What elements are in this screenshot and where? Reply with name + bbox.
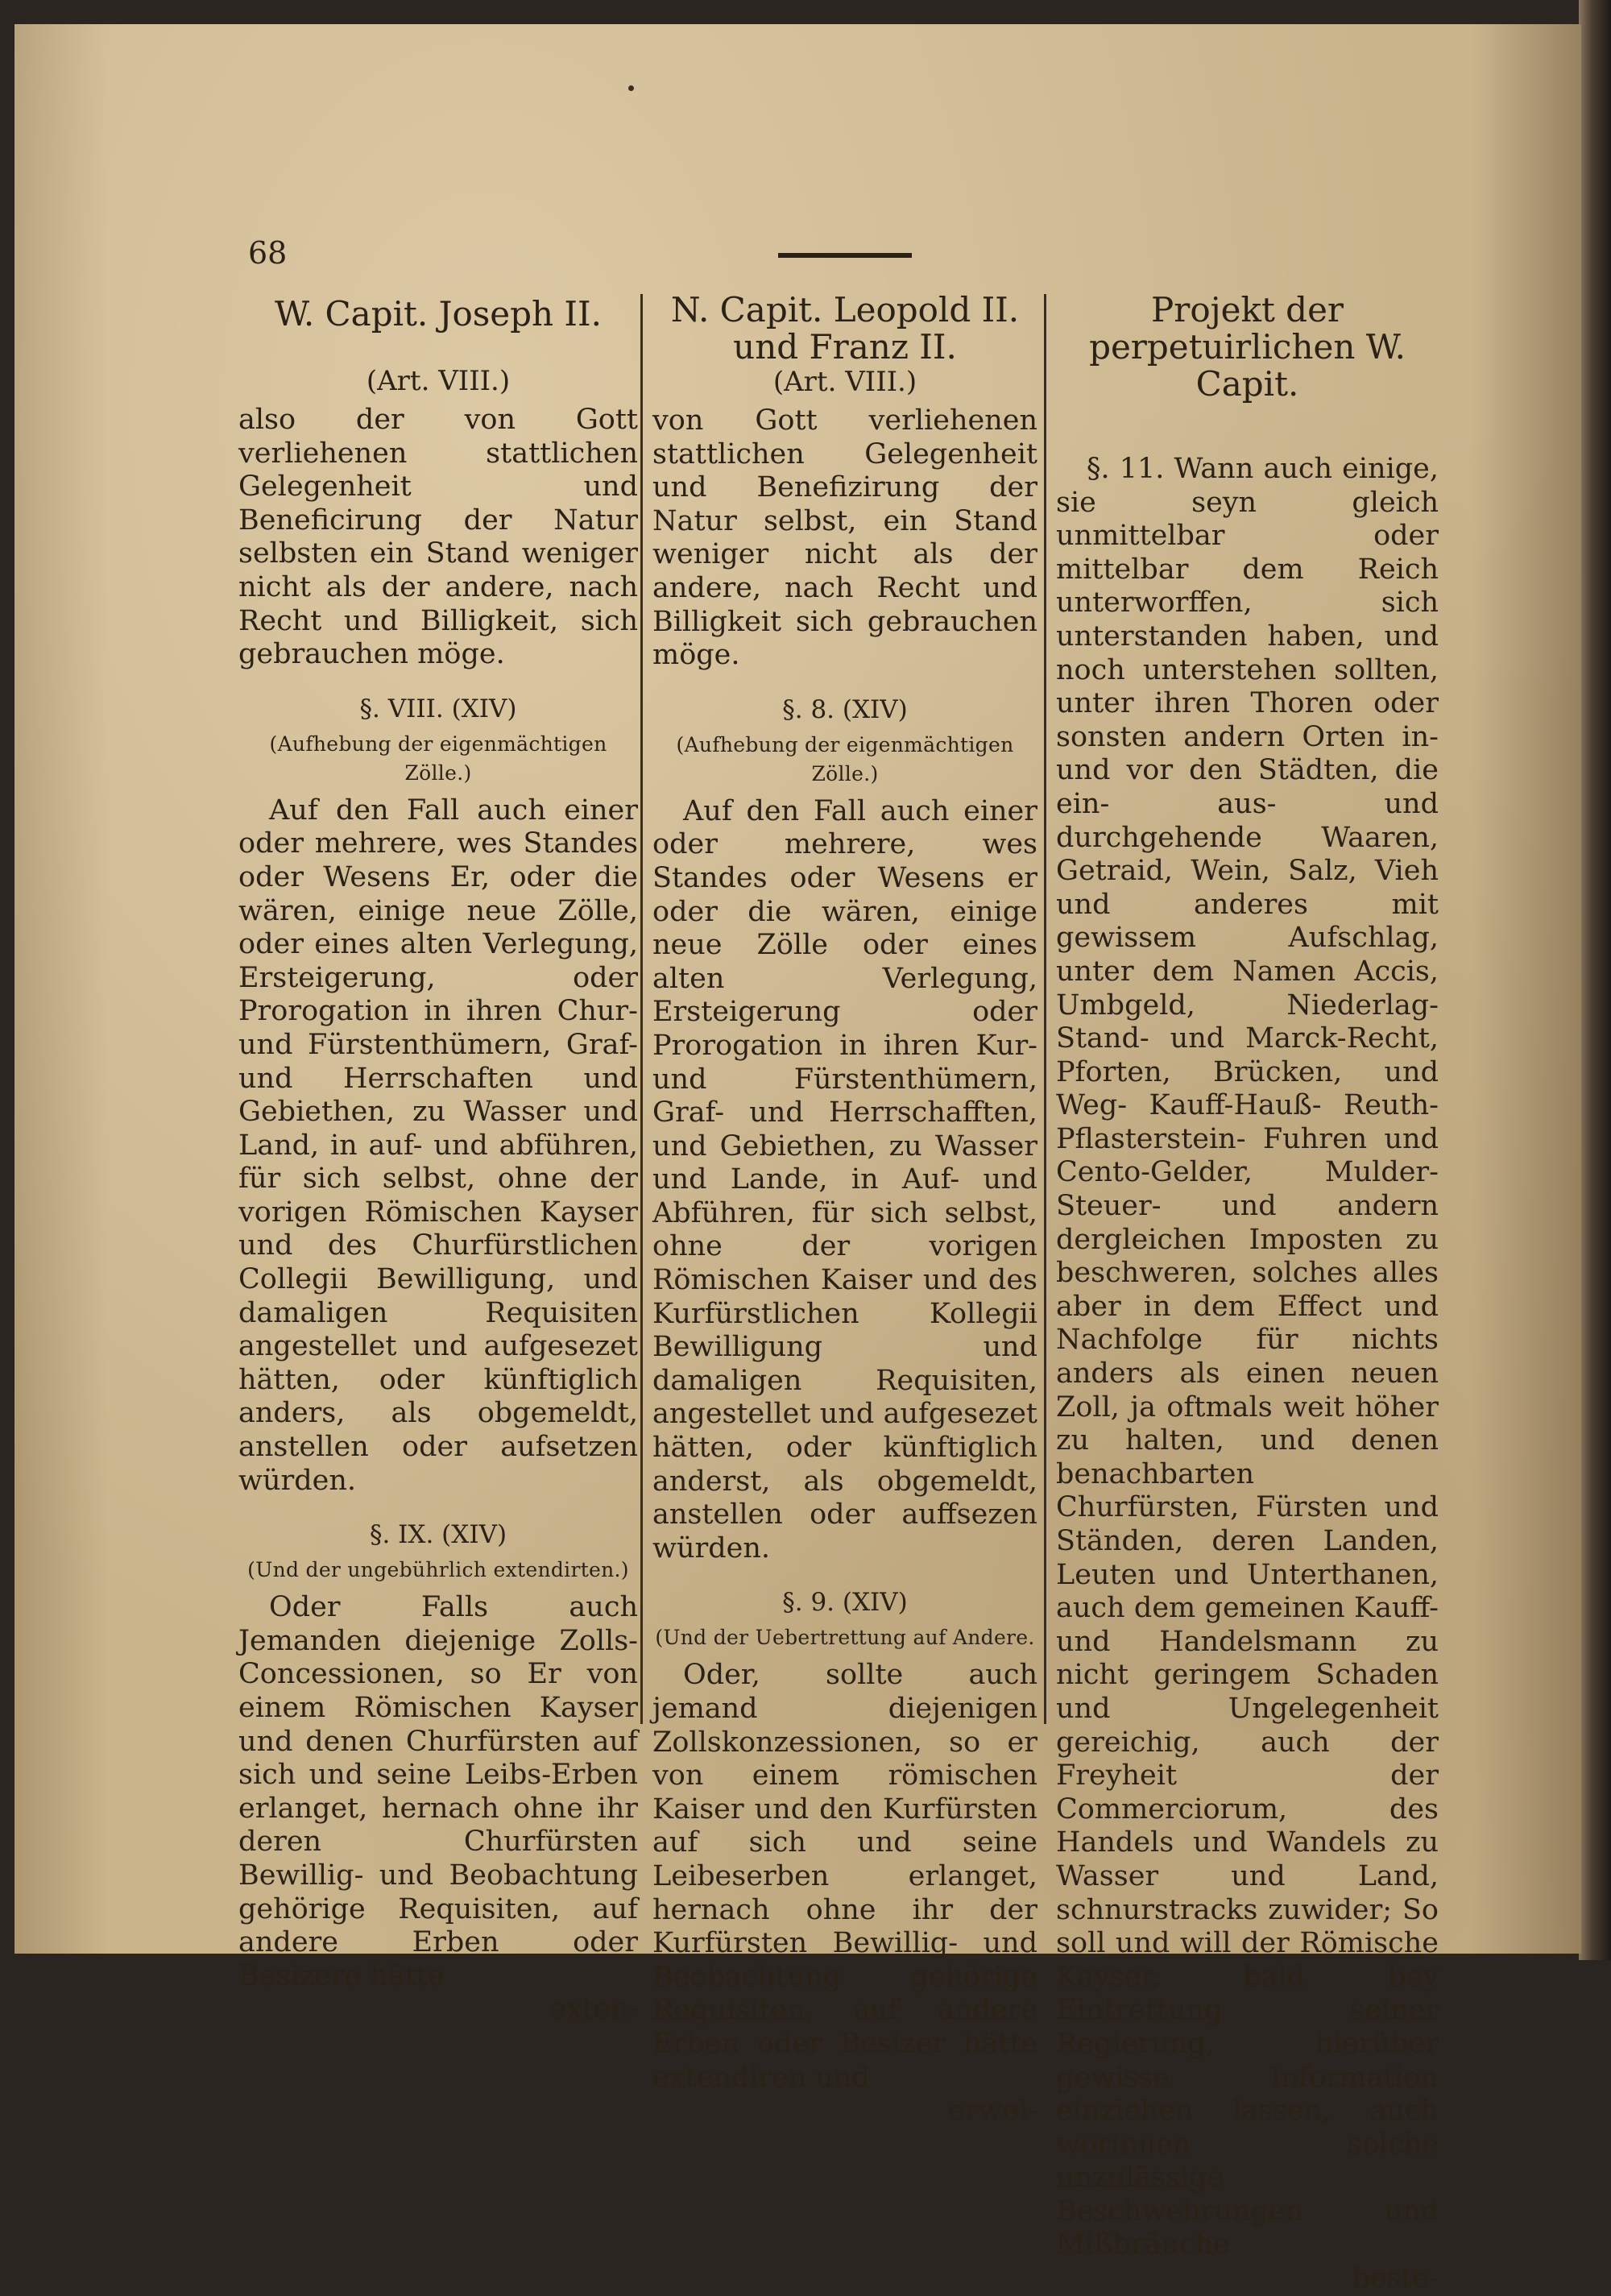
column-leopold-franz: [652, 292, 1037, 2128]
column-divider-right: [1044, 294, 1046, 1724]
paragraph: §. 11. Wann auch einige, sie seyn gleich unmittelbar oder mittelbar dem Reich unterworffen, sich unterstanden haben, und noch unterstehen sollten, unter ihren Thoren oder sonsten andern Orten in- und vor den Städten, die ein- aus- und durchgehende Waaren, Getraid, Wein, Salz, Vieh und anderes mit gewissem Aufschlag, unter dem Namen Accis, Umbgeld, Niederlag-Stand- und Marck-Recht, Pforten, Brücken, und Weg- Kauff-Hauß- Reuth- Pflasterstein- Fuhren und Cento-Gelder, Mulder-Steuer- und andern dergleichen Imposten zu beschweren, solches alles aber in dem Effect und Nachfolge für nichts anders als einen neuen Zoll, ja oftmals weit höher zu halten, und denen benachbarten Churfürsten, Fürsten und Ständen, deren Landen, Leuten und Unterthanen, auch dem gemeinen Kauff- und Handelsmann zu nicht geringem Schaden und Ungelegenheit gereichig, auch der Freyheit der Commerciorum, des Handels und Wandels zu Wasser und Land, schnurstracks zuwider; So soll und will der Römische Kayser, bald bey Eintrettung seiner Regierung, hierüber gewisse Information einziehen lassen, auch worinnen solche unzulässige Beschwehrungen und Mißbräuche: [1056, 453, 1439, 2261]
section-subtitle: (Und der ungebührlich extendirten.): [247, 1558, 629, 1582]
catchword: erwei-: [947, 2095, 1037, 2128]
article-label: (Art. VIII.): [772, 366, 917, 398]
column-heading: W. Capit. Joseph II.: [275, 294, 602, 334]
ink-speck: [628, 85, 634, 91]
section-subtitle: (Aufhebung der eigenmächtigen Zölle.): [676, 732, 1014, 785]
section-heading: §. 8. (XIV): [782, 694, 908, 724]
paragraph: Auf den Fall auch einer oder mehrere, wes Standes oder Wesens er oder die wären, einige neue Zölle oder eines alten Verlegung, Ersteigerung oder Prorogation in ihren Kur- und Fürstenthümern, Graf- und Herrschafften, und Gebiethen, zu Wasser und Lande, in Auf- und Abführen, für sich selbst, ohne der vorigen Römischen Kaiser und des Kurfürstlichen Kollegii Bewilligung und damaligen Requisiten, angestellet und aufgesezet hätten, oder künftiglich anderst, als obgemeldt, anstellen oder auffsezen würden.: [652, 794, 1037, 1565]
section-subtitle: (Aufhebung der eigenmächtigen Zölle.): [269, 731, 607, 785]
book-gutter: [1579, 0, 1611, 1960]
paragraph: Oder, sollte auch jemand diejenigen Zollskonzessionen, so er von einem römischen Kaiser und den Kurfürsten auf sich und seine Leibeserben erlanget, hernach ohne ihr der Kurfürsten Bewillig- und Beobachtung gehörige Requisiten, auf andere Erben oder Besizer hätte extendiren und: [652, 1659, 1037, 2094]
column-heading: N. Capit. Leopold II. und Franz II.: [670, 290, 1020, 367]
book-page: [14, 24, 1581, 2295]
section-heading: §. VIII. (XIV): [359, 694, 517, 723]
section-heading: §. 9. (XIV): [782, 1588, 908, 1618]
paragraph: also der von Gott verliehenen stattlichen Gelegenheit und Beneficirung der Natur selbsten ein Stand weniger nicht als der andere, nach Recht und Billigkeit, sich gebrauchen möge.: [238, 404, 638, 671]
catchword: beste-: [1352, 2262, 1439, 2295]
column-projekt: [1056, 292, 1439, 2296]
column-heading: Projekt der perpetuirlichen W. Capit.: [1089, 290, 1406, 404]
paragraph: Auf den Fall auch einer oder mehrere, wes Standes oder Wesens Er, oder die wären, einige neue Zölle, oder eines alten Verlegung, Ersteigerung, oder Prorogation in ihren Chur- und Fürstenthümern, Graf- und Herrschaften und Gebiethen, zu Wasser und Land, in auf- und abführen, für sich selbst, ohne der vorigen Römischen Kayser und des Churfürstlichen Collegii Bewilligung, und damaligen Requisiten angestellet und aufgesezet hätten, oder künftiglich anders, als obgemeldt, anstellen oder aufsetzen würden.: [238, 794, 638, 1497]
page-number: 68: [248, 235, 288, 271]
section-subtitle: (Und der Uebertrettung auf Andere.: [655, 1626, 1035, 1650]
column-joseph-ii: [238, 292, 638, 2027]
column-divider-left: [640, 294, 643, 1724]
article-label: (Art. VIII.): [366, 365, 511, 397]
header-rule: [778, 253, 912, 258]
section-heading: §. IX. (XIV): [369, 1520, 507, 1550]
paragraph: Oder Falls auch Jemanden diejenige Zolls-Concessionen, so Er von einem Römischen Kayser und denen Churfürsten auf sich und seine Leibs-Erben erlanget, hernach ohne ihr deren Churfürsten Bewillig- und Beobachtung gehörige Requisiten, auf andere Erben oder Besizere hätte: [238, 1591, 638, 1992]
paragraph: von Gott verliehenen stattlichen Gelegenheit und Benefizirung der Natur selbst, ein Stand weniger nicht als der andere, nach Recht und Billigkeit sich gebrauchen möge.: [652, 404, 1037, 672]
catchword: exten-: [549, 1993, 638, 2026]
